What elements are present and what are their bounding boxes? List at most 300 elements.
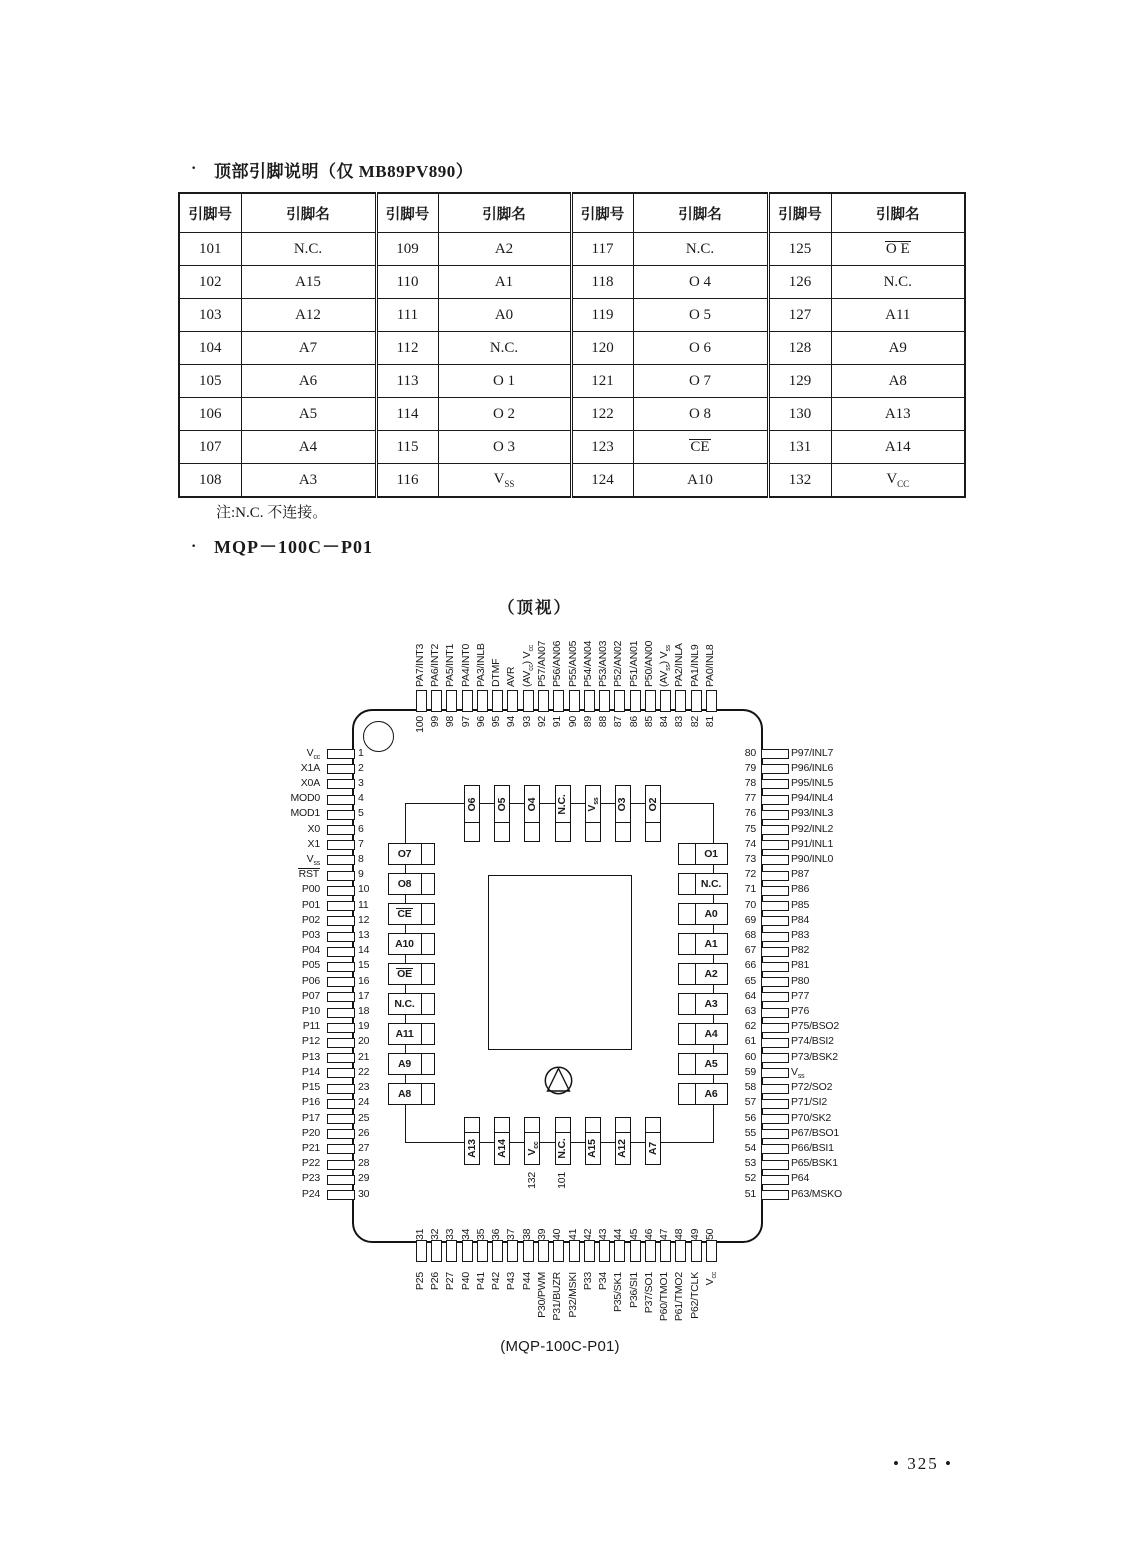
pin-label-right: P93/INL3 bbox=[791, 807, 834, 820]
pin-label-left: P16 bbox=[301, 1096, 320, 1109]
pin-stub bbox=[327, 901, 355, 911]
pin-name-cell: O 8 bbox=[633, 398, 768, 431]
pin-label-bottom: P32/MSKI bbox=[566, 1272, 579, 1318]
pin-name-cell: O 2 bbox=[438, 398, 571, 431]
pin-stub bbox=[761, 1008, 789, 1018]
pin-stub bbox=[761, 886, 789, 896]
pin-label-left: P20 bbox=[301, 1126, 320, 1139]
pin-stub bbox=[599, 1240, 610, 1262]
pin-label-bottom: P37/SO1 bbox=[642, 1272, 655, 1314]
pin-stub bbox=[327, 1190, 355, 1200]
pin-stub bbox=[523, 690, 534, 712]
pin-label-top: PA1/INL9 bbox=[688, 644, 701, 687]
pin-number-bottom: 42 bbox=[581, 1228, 594, 1240]
pin-stub bbox=[761, 1190, 789, 1200]
pin-number-cell: 115 bbox=[376, 431, 438, 464]
pin-label-right: P67/BSO1 bbox=[791, 1126, 840, 1139]
pin-number-cell: 110 bbox=[376, 266, 438, 299]
socket-pin-label: O4 bbox=[525, 797, 538, 812]
pin-number-cell: 101 bbox=[179, 233, 241, 266]
pin-label-left: P04 bbox=[301, 944, 320, 957]
pin-stub bbox=[691, 690, 702, 712]
pin-number-cell: 125 bbox=[768, 233, 831, 266]
pin-stub bbox=[507, 1240, 518, 1262]
pin-stub bbox=[599, 690, 610, 712]
pin-number-cell: 130 bbox=[768, 398, 831, 431]
pin-name-cell: A8 bbox=[831, 365, 965, 398]
pin-number-top: 100 bbox=[413, 716, 426, 733]
pin-stub bbox=[327, 1023, 355, 1033]
pin-number-top: 89 bbox=[581, 716, 594, 728]
pin-label-left: P07 bbox=[301, 989, 320, 1002]
pin-label-right: P74/BSI2 bbox=[791, 1035, 834, 1048]
pin-stub bbox=[675, 1240, 686, 1262]
socket-pin-label: A6 bbox=[704, 1087, 718, 1100]
pin-stub bbox=[523, 1240, 534, 1262]
pin-name-cell: N.C. bbox=[633, 233, 768, 266]
pin-stub bbox=[584, 1240, 595, 1262]
pin-stub bbox=[761, 810, 789, 820]
pin-label-top: P53/AN03 bbox=[597, 640, 610, 687]
pin-label-top: PA7/INT3 bbox=[413, 643, 426, 687]
pin-label-left: P00 bbox=[301, 883, 320, 896]
pin-stub bbox=[660, 1240, 671, 1262]
pin-label-left: MOD0 bbox=[290, 792, 320, 805]
pin-label-top: PA6/INT2 bbox=[428, 643, 441, 687]
pin-number-left: 14 bbox=[358, 944, 370, 957]
pin-number-cell: 120 bbox=[571, 332, 633, 365]
pin-stub bbox=[507, 690, 518, 712]
pin-label-bottom: P43 bbox=[505, 1272, 518, 1291]
pin-label-right: P76 bbox=[791, 1005, 810, 1018]
pin-stub bbox=[761, 1160, 789, 1170]
pin-stub bbox=[327, 947, 355, 957]
pin-number-cell: 124 bbox=[571, 464, 633, 498]
pin-name-cell: O 6 bbox=[633, 332, 768, 365]
pin-stub bbox=[630, 1240, 641, 1262]
pin-stub bbox=[660, 690, 671, 712]
pin-stub bbox=[761, 977, 789, 987]
pin-stub bbox=[446, 690, 457, 712]
socket-pin-label: $V_{ss}$ bbox=[586, 797, 601, 812]
pin-label-bottom: P26 bbox=[428, 1272, 441, 1291]
pin-number-bottom: 46 bbox=[642, 1228, 655, 1240]
pin-number-cell: 112 bbox=[376, 332, 438, 365]
pin-label-left: P03 bbox=[301, 929, 320, 942]
socket-pin-label: O5 bbox=[495, 797, 508, 812]
pin-stub bbox=[327, 795, 355, 805]
pin-stub bbox=[706, 1240, 717, 1262]
pin-stub bbox=[614, 1240, 625, 1262]
pin-name-cell: O 1 bbox=[438, 365, 571, 398]
pin-label-right: P85 bbox=[791, 898, 810, 911]
pin-name-cell: A9 bbox=[831, 332, 965, 365]
pin-stub bbox=[327, 855, 355, 865]
pin-number-left: 12 bbox=[358, 913, 370, 926]
pin-stub bbox=[675, 690, 686, 712]
pin-number-cell: 118 bbox=[571, 266, 633, 299]
pin-number-cell: 119 bbox=[571, 299, 633, 332]
pin-number-right: 60 bbox=[744, 1050, 756, 1063]
pin-number-cell: 102 bbox=[179, 266, 241, 299]
pin-label-top: PA2/INLA bbox=[673, 643, 686, 687]
pin-stub bbox=[462, 690, 473, 712]
socket-pin-label: A11 bbox=[395, 1027, 414, 1040]
socket-pin-label: A1 bbox=[704, 937, 718, 950]
pin-number-left: 10 bbox=[358, 883, 370, 896]
die-window-rect bbox=[488, 875, 632, 1050]
pin-label-top: P52/AN02 bbox=[612, 640, 625, 687]
pin-number-right: 61 bbox=[744, 1035, 756, 1048]
pin-label-left: X0A bbox=[300, 776, 320, 789]
socket-pin-label: A4 bbox=[704, 1027, 718, 1040]
pin-stub bbox=[569, 1240, 580, 1262]
pin-number-cell: 122 bbox=[571, 398, 633, 431]
pin-label-bottom: P40 bbox=[459, 1272, 472, 1291]
pin-number-left: 7 bbox=[358, 837, 364, 850]
pin-label-top: P56/AN06 bbox=[551, 640, 564, 687]
pin-label-left: P06 bbox=[301, 974, 320, 987]
pin-label-left: $V_{cc}$ bbox=[306, 746, 320, 761]
pin-number-top: 81 bbox=[704, 716, 717, 728]
pin-number-left: 27 bbox=[358, 1141, 370, 1154]
pin-number-top: 83 bbox=[673, 716, 686, 728]
pin-name-cell: A15 bbox=[241, 266, 376, 299]
pin-stub bbox=[327, 1068, 355, 1078]
pin-number-right: 72 bbox=[744, 868, 756, 881]
pin-stub bbox=[327, 1160, 355, 1170]
pin-stub bbox=[327, 1008, 355, 1018]
pin-number-right: 51 bbox=[744, 1187, 756, 1200]
socket-pin-label: O3 bbox=[616, 797, 629, 812]
pin-label-left: P21 bbox=[301, 1141, 320, 1154]
pin-number-left: 8 bbox=[358, 852, 364, 865]
col-header-pin-name: 引脚名 bbox=[633, 193, 768, 233]
pin-number-left: 25 bbox=[358, 1111, 370, 1124]
pin-label-top: P54/AN04 bbox=[581, 640, 594, 687]
pin-number-bottom: 39 bbox=[535, 1228, 548, 1240]
pin-label-top: $(AV_{ss})$ $V_{ss}$ bbox=[658, 644, 673, 687]
pin-number-cell: 127 bbox=[768, 299, 831, 332]
pin-label-right: P77 bbox=[791, 989, 810, 1002]
pin-stub bbox=[431, 690, 442, 712]
pin-number-right: 57 bbox=[744, 1096, 756, 1109]
pin-label-right: P92/INL2 bbox=[791, 822, 834, 835]
pin-number-left: 9 bbox=[358, 868, 364, 881]
pin-name-cell: A14 bbox=[831, 431, 965, 464]
pin-stub bbox=[761, 962, 789, 972]
pin-number-top: 92 bbox=[535, 716, 548, 728]
pin-number-cell: 132 bbox=[768, 464, 831, 498]
pin-number-left: 2 bbox=[358, 761, 364, 774]
pin-label-right: P96/INL6 bbox=[791, 761, 834, 774]
pin-stub bbox=[416, 690, 427, 712]
pin-name-cell: A11 bbox=[831, 299, 965, 332]
socket-pin-label: A9 bbox=[397, 1057, 412, 1070]
pin-number-top: 82 bbox=[688, 716, 701, 728]
pin-number-left: 16 bbox=[358, 974, 370, 987]
pin-number-bottom: 49 bbox=[688, 1228, 701, 1240]
pin-stub bbox=[327, 840, 355, 850]
pin-name-cell: A1 bbox=[438, 266, 571, 299]
pin-stub bbox=[630, 690, 641, 712]
pin-name-cell: N.C. bbox=[831, 266, 965, 299]
pin-number-right: 54 bbox=[744, 1141, 756, 1154]
pin-label-bottom: P25 bbox=[413, 1272, 426, 1291]
socket-pin-label: A15 bbox=[586, 1139, 599, 1158]
socket-pin-label: A7 bbox=[646, 1141, 659, 1156]
pin-label-top: PA3/INLB bbox=[474, 643, 487, 687]
pin-stub bbox=[327, 1144, 355, 1154]
pin-number-left: 11 bbox=[358, 898, 369, 911]
pin-label-left: RST bbox=[298, 868, 319, 881]
pin-label-bottom: P41 bbox=[474, 1272, 487, 1291]
pin-number-bottom: 43 bbox=[597, 1228, 610, 1240]
pin-label-right: P80 bbox=[791, 974, 810, 987]
section1-title: 顶部引脚说明（仅 MB89PV890） bbox=[214, 162, 474, 181]
pin-number-right: 67 bbox=[744, 944, 756, 957]
socket-pin-label: A10 bbox=[395, 937, 414, 950]
pin-number-left: 1 bbox=[358, 746, 364, 759]
pin-stub bbox=[761, 916, 789, 926]
pin-label-right: P71/SI2 bbox=[791, 1096, 827, 1109]
pin-name-cell: O 5 bbox=[633, 299, 768, 332]
pin-label-right: P91/INL1 bbox=[791, 837, 834, 850]
socket-pin-label: O7 bbox=[397, 847, 412, 860]
pin-number-top: 98 bbox=[444, 716, 457, 728]
pin-name-cell: O 3 bbox=[438, 431, 571, 464]
pin-number-left: 20 bbox=[358, 1035, 370, 1048]
pin-name-cell: O E bbox=[831, 233, 965, 266]
pin-number-right: 68 bbox=[744, 929, 756, 942]
pin-stub bbox=[645, 1240, 656, 1262]
pin-number-bottom: 38 bbox=[520, 1228, 533, 1240]
pin-label-left: X1A bbox=[300, 761, 320, 774]
pin-number-top: 90 bbox=[566, 716, 579, 728]
pin-number-bottom: 34 bbox=[459, 1228, 472, 1240]
pin-name-cell: A4 bbox=[241, 431, 376, 464]
pin-number-left: 30 bbox=[358, 1187, 370, 1200]
pin-stub bbox=[327, 992, 355, 1002]
pin-number-cell: 109 bbox=[376, 233, 438, 266]
pin-number-right: 79 bbox=[744, 761, 756, 774]
pin-number-top: 86 bbox=[627, 716, 640, 728]
pin-label-left: P10 bbox=[301, 1005, 320, 1018]
pin-label-right: P65/BSK1 bbox=[791, 1157, 838, 1170]
pin-number-cell: 129 bbox=[768, 365, 831, 398]
pin-name-cell: A10 bbox=[633, 464, 768, 498]
pin-stub bbox=[327, 1084, 355, 1094]
pin-number-left: 22 bbox=[358, 1065, 370, 1078]
pin-label-right: P90/INL0 bbox=[791, 852, 834, 865]
pin-label-left: P01 bbox=[301, 898, 320, 911]
pin-number-bottom: 33 bbox=[444, 1228, 457, 1240]
col-header-pin-name: 引脚名 bbox=[438, 193, 571, 233]
pin-stub bbox=[761, 1023, 789, 1033]
pin-label-top: P55/AN05 bbox=[566, 640, 579, 687]
pin-label-right: P70/SK2 bbox=[791, 1111, 832, 1124]
pin-number-right: 65 bbox=[744, 974, 756, 987]
pin-number-top: 84 bbox=[658, 716, 671, 728]
pin-stub bbox=[462, 1240, 473, 1262]
pin-stub bbox=[477, 690, 488, 712]
pin-label-left: P24 bbox=[301, 1187, 320, 1200]
pin-stub bbox=[614, 690, 625, 712]
pin-label-bottom: P31/BUZR bbox=[551, 1272, 564, 1321]
pin-label-left: P15 bbox=[301, 1081, 320, 1094]
pin-number-right: 56 bbox=[744, 1111, 756, 1124]
pin-number-right: 78 bbox=[744, 776, 756, 789]
pin-number-bottom: 50 bbox=[704, 1228, 717, 1240]
pin-number-right: 58 bbox=[744, 1081, 756, 1094]
pin-number-bottom: 36 bbox=[490, 1228, 503, 1240]
pin-name-cell: A5 bbox=[241, 398, 376, 431]
socket-pin-label: A8 bbox=[397, 1087, 412, 1100]
pin-number-left: 19 bbox=[358, 1020, 370, 1033]
pin-stub bbox=[761, 749, 789, 759]
socket-pin-label: A3 bbox=[704, 997, 718, 1010]
pin-stub bbox=[761, 795, 789, 805]
pin-label-top: DTMF bbox=[490, 658, 503, 687]
pin-label-right: P95/INL5 bbox=[791, 776, 834, 789]
pin-number-left: 15 bbox=[358, 959, 370, 972]
pin-name-cell: A7 bbox=[241, 332, 376, 365]
pin-number-cell: 107 bbox=[179, 431, 241, 464]
socket-pin-label: N.C. bbox=[556, 1138, 568, 1159]
pin-stub bbox=[327, 886, 355, 896]
pin-label-top: P57/AN07 bbox=[535, 640, 548, 687]
pin-label-left: P17 bbox=[301, 1111, 320, 1124]
pin-stub bbox=[761, 1038, 789, 1048]
pin-stub bbox=[327, 871, 355, 881]
pin-label-right: P63/MSKO bbox=[791, 1187, 842, 1200]
pin-label-bottom: P35/SK1 bbox=[612, 1272, 625, 1313]
pin-number-cell: 128 bbox=[768, 332, 831, 365]
pin-number-bottom: 44 bbox=[612, 1228, 625, 1240]
pin-number-bottom: 45 bbox=[627, 1228, 640, 1240]
pin-stub bbox=[761, 1114, 789, 1124]
pin-number-top: 91 bbox=[551, 716, 564, 728]
pin-stub bbox=[431, 1240, 442, 1262]
pin-number-right: 52 bbox=[744, 1172, 756, 1185]
pin-label-right: P75/BSO2 bbox=[791, 1020, 840, 1033]
pin-number-top: 97 bbox=[459, 716, 472, 728]
pin-number-bottom: 40 bbox=[551, 1228, 564, 1240]
pin-number-cell: 111 bbox=[376, 299, 438, 332]
pin-name-cell: N.C. bbox=[438, 332, 571, 365]
pin-stub bbox=[761, 1053, 789, 1063]
pin-name-cell: O 7 bbox=[633, 365, 768, 398]
pin-label-top: P51/AN01 bbox=[627, 640, 640, 687]
pin-name-cell: A6 bbox=[241, 365, 376, 398]
pin-number-top: 93 bbox=[520, 716, 533, 728]
pin-number-right: 80 bbox=[744, 746, 756, 759]
pin-number-left: 3 bbox=[358, 776, 364, 789]
pin-stub bbox=[327, 962, 355, 972]
pin-stub bbox=[327, 916, 355, 926]
pin-number-left: 28 bbox=[358, 1157, 370, 1170]
pin-number-left: 6 bbox=[358, 822, 364, 835]
socket-pin-label: O2 bbox=[646, 797, 659, 812]
pin-number-right: 73 bbox=[744, 852, 756, 865]
view-label: （顶视） bbox=[498, 598, 572, 617]
pin-label-right: P72/SO2 bbox=[791, 1081, 833, 1094]
pin-stub bbox=[446, 1240, 457, 1262]
pin-label-right: P64 bbox=[791, 1172, 810, 1185]
pin-number-cell: 114 bbox=[376, 398, 438, 431]
pin-stub bbox=[761, 764, 789, 774]
pin-label-bottom: P60/TMO1 bbox=[658, 1272, 671, 1322]
pin-number-left: 13 bbox=[358, 929, 370, 942]
socket-pin-label: A12 bbox=[616, 1139, 629, 1158]
pin-stub bbox=[553, 690, 564, 712]
pin-label-bottom: P36/SI1 bbox=[627, 1272, 640, 1308]
socket-pin-label: CE bbox=[397, 907, 412, 920]
pin-number-right: 69 bbox=[744, 913, 756, 926]
pin-stub bbox=[492, 1240, 503, 1262]
pin-label-left: P11 bbox=[302, 1020, 320, 1033]
pin-number-bottom: 47 bbox=[658, 1228, 671, 1240]
socket-pin-label: A0 bbox=[704, 907, 718, 920]
pin-stub bbox=[761, 1144, 789, 1154]
pin-number-right: 76 bbox=[744, 807, 756, 820]
pin-stub bbox=[761, 947, 789, 957]
socket-pin-label: N.C. bbox=[700, 877, 722, 890]
pin-name-cell: A13 bbox=[831, 398, 965, 431]
socket-pin-label: O6 bbox=[465, 797, 478, 812]
socket-pin-number: 101 bbox=[556, 1172, 568, 1189]
socket-pin-label: $V_{cc}$ bbox=[525, 1141, 540, 1156]
pin-number-cell: 108 bbox=[179, 464, 241, 498]
pin-number-left: 26 bbox=[358, 1126, 370, 1139]
pin-stub bbox=[327, 1114, 355, 1124]
pin-number-cell: 116 bbox=[376, 464, 438, 498]
pin-number-cell: 117 bbox=[571, 233, 633, 266]
pin-label-right: P97/INL7 bbox=[791, 746, 834, 759]
pin-stub bbox=[761, 901, 789, 911]
pin-number-cell: 121 bbox=[571, 365, 633, 398]
socket-pin-label: O8 bbox=[397, 877, 412, 890]
pin-number-right: 62 bbox=[744, 1020, 756, 1033]
pin-stub bbox=[761, 871, 789, 881]
section2-bullet: · bbox=[191, 538, 197, 555]
pin-label-left: P02 bbox=[301, 913, 320, 926]
pin-label-bottom: P30/PWM bbox=[535, 1272, 548, 1318]
pin-number-cell: 126 bbox=[768, 266, 831, 299]
socket-pin-label: N.C. bbox=[556, 794, 568, 815]
socket-pin-label: OE bbox=[397, 967, 412, 980]
pin-stub bbox=[492, 690, 503, 712]
pin-number-top: 85 bbox=[642, 716, 655, 728]
pin-number-cell: 106 bbox=[179, 398, 241, 431]
pin-label-left: $V_{ss}$ bbox=[306, 852, 320, 868]
pin-number-right: 63 bbox=[744, 1005, 756, 1018]
section1-bullet: · bbox=[191, 160, 197, 177]
pin-number-bottom: 32 bbox=[428, 1228, 441, 1240]
pin-number-cell: 123 bbox=[571, 431, 633, 464]
col-header-pin-number: 引脚号 bbox=[571, 193, 633, 233]
pin-number-cell: 104 bbox=[179, 332, 241, 365]
pin-number-bottom: 35 bbox=[474, 1228, 487, 1240]
pin-label-top: PA4/INT0 bbox=[459, 643, 472, 687]
pin-stub bbox=[761, 1099, 789, 1109]
pin-number-left: 18 bbox=[358, 1005, 370, 1018]
socket-pin-label: A14 bbox=[495, 1139, 508, 1158]
socket-pin-label: A13 bbox=[465, 1139, 478, 1158]
pin-label-top: $(AV_{cc})$ $V_{cc}$ bbox=[520, 644, 535, 687]
pin-stub bbox=[327, 1053, 355, 1063]
pin-label-right: P86 bbox=[791, 883, 810, 896]
